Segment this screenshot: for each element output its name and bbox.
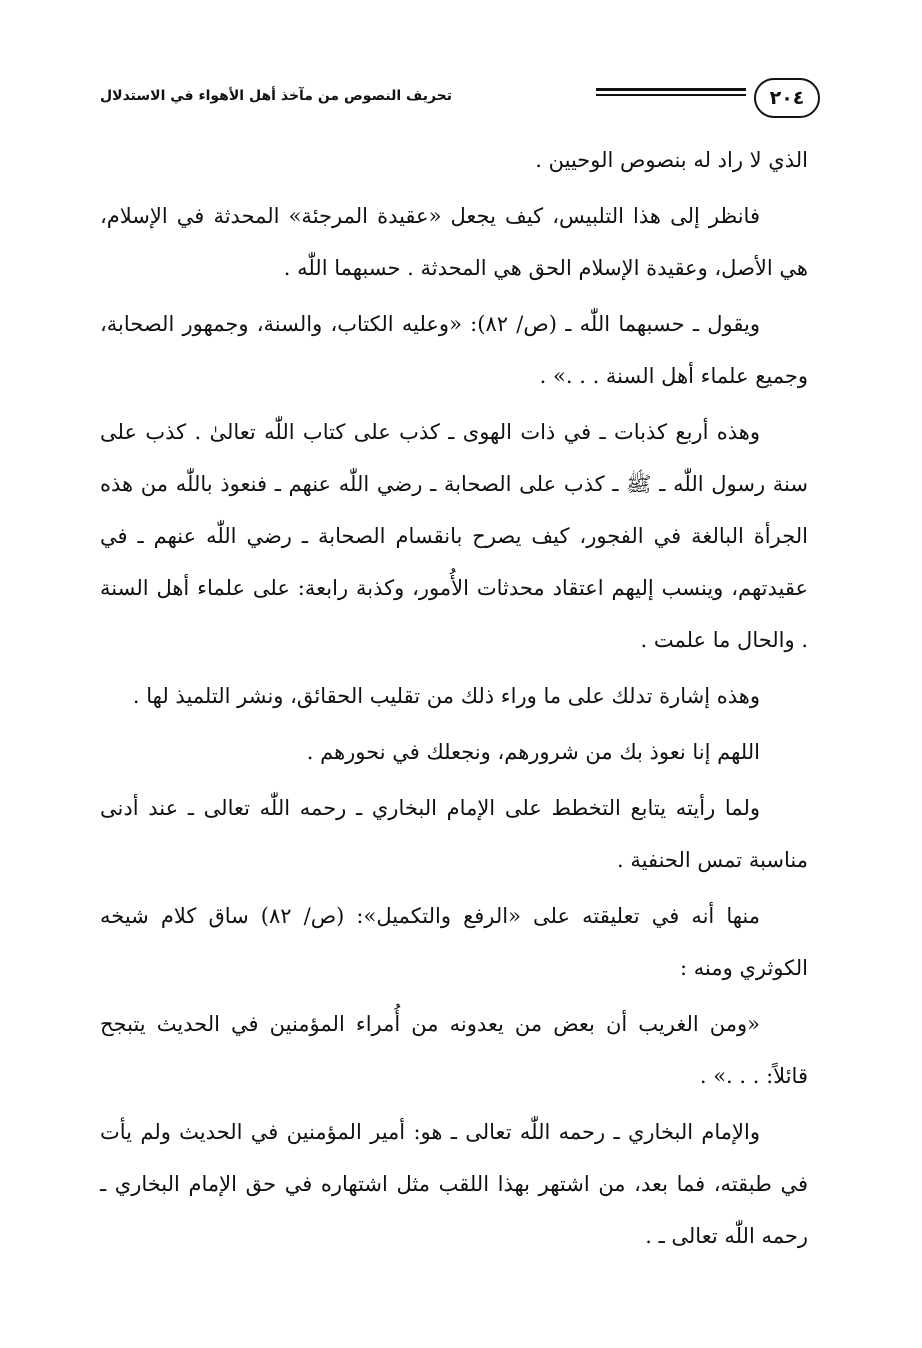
- quotation-paragraph: «ومن الغريب أن بعض من يعدونه من أُمراء المؤمنين في الحديث يتبجح قائلاً: . . .» .: [100, 1012, 808, 1088]
- paragraph: اللهم إنا نعوذ بك من شرورهم، ونجعلك في نحورهم .: [306, 740, 760, 764]
- header-divider: [596, 88, 746, 99]
- page-number: ٢٠٤: [754, 78, 820, 118]
- paragraph: ولما رأيته يتابع التخطط على الإمام البخاري ـ رحمه اللّٰه تعالى ـ عند أدنى مناسبة تمس الحنفية .: [100, 796, 808, 872]
- paragraph: ويقول ـ حسبهما اللّٰه ـ (ص/ ٨٢): «وعليه الكتاب، والسنة، وجمهور الصحابة، وجميع علماء أهل السنة . . .» .: [100, 312, 808, 388]
- header-rule-thin: [596, 94, 746, 96]
- paragraph: والإمام البخاري ـ رحمه اللّٰه تعالى ـ هو: أمير المؤمنين في الحديث ولم يأت في طبقته، فما بعد، من اشتهر بهذا اللقب مثل اشتهاره في حق الإمام البخاري ـ رحمه اللّٰه تعالى ـ .: [100, 1120, 808, 1248]
- paragraph: فانظر إلى هذا التلبيس، كيف يجعل «عقيدة المرجئة» المحدثة في الإسلام، هي الأصل، وعقيدة الإسلام الحق هي المحدثة . حسبهما اللّٰه .: [100, 204, 808, 280]
- body-text: [100, 134, 808, 1262]
- paragraph: الذي لا راد له بنصوص الوحيين .: [535, 148, 808, 172]
- page-header: [100, 78, 820, 128]
- running-title: تحريف النصوص من مآخذ أهل الأهواء في الاستدلال: [100, 88, 453, 104]
- paragraph: منها أنه في تعليقته على «الرفع والتكميل»: (ص/ ٨٢) ساق كلام شيخه الكوثري ومنه :: [100, 904, 808, 980]
- paragraph: وهذه أربع كذبات ـ في ذات الهوى ـ كذب على كتاب اللّٰه تعالىٰ . كذب على سنة رسول اللّٰه ـ ﷺ ـ كذب على الصحابة ـ رضي اللّٰه عنهم ـ فنعوذ باللّٰه من هذه الجرأة البالغة في الفجور، كيف يصرح بانقسام الصحابة ـ رضي اللّٰه عنهم ـ في عقيدتهم، وينسب إليهم اعتقاد محدثات الأُمور، وكذبة رابعة: على علماء أهل السنة . والحال ما علمت .: [100, 420, 808, 652]
- paragraph: وهذه إشارة تدلك على ما وراء ذلك من تقليب الحقائق، ونشر التلميذ لها .: [132, 684, 760, 708]
- header-rule-thick: [596, 88, 746, 91]
